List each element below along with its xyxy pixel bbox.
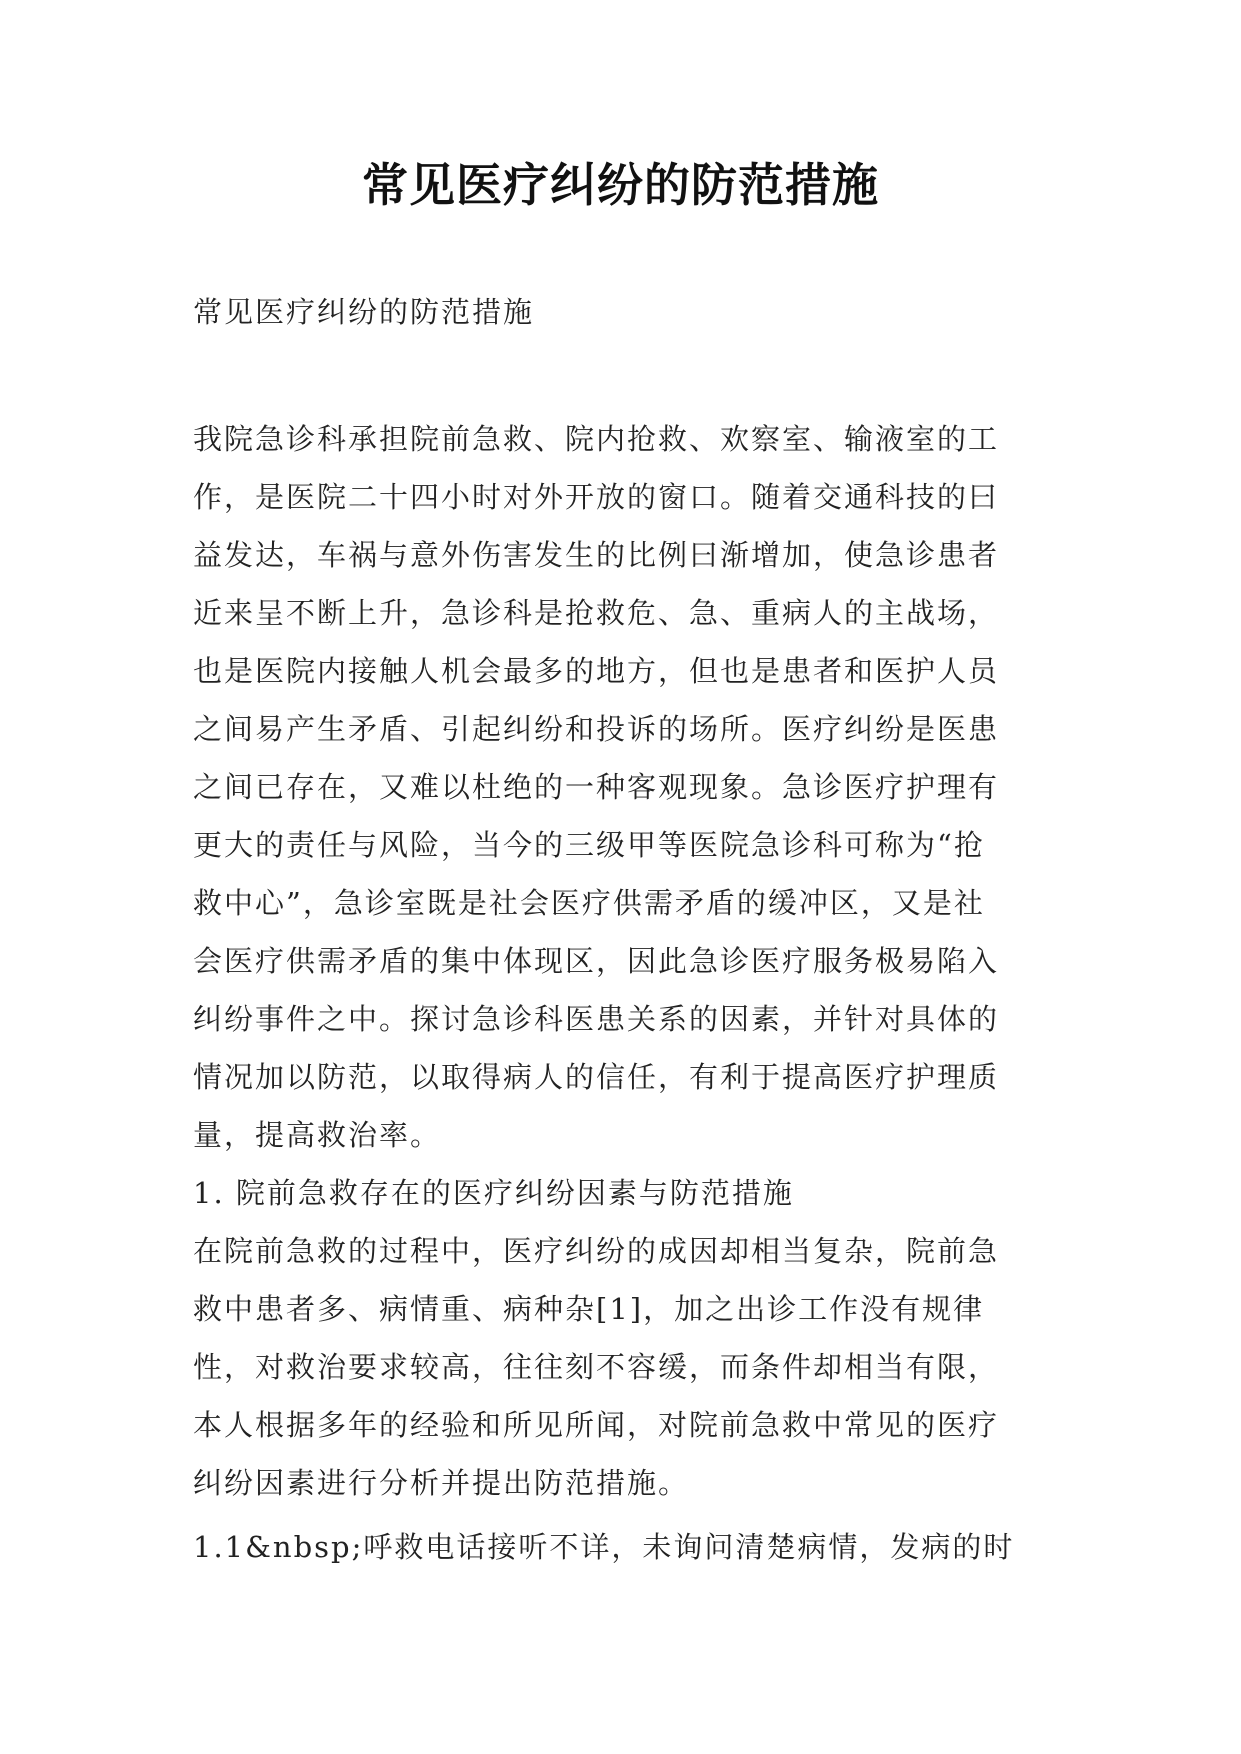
text-line: 救中心”，急诊室既是社会医疗供需矛盾的缓冲区，又是社 xyxy=(193,886,985,920)
document-body xyxy=(193,410,1063,1576)
text-line: 在院前急救的过程中，医疗纠纷的成因却相当复杂，院前急 xyxy=(193,1234,1000,1268)
text-line: 近来呈不断上升，急诊科是抢救危、急、重病人的主战场， xyxy=(193,596,1000,630)
text-line: 救中患者多、病情重、病种杂[1]，加之出诊工作没有规律 xyxy=(193,1292,985,1326)
text-line: 本人根据多年的经验和所见所闻，对院前急救中常见的医疗 xyxy=(193,1408,1000,1442)
text-line: 会医疗供需矛盾的集中体现区，因此急诊医疗服务极易陷入 xyxy=(193,944,1000,978)
text-line: 量，提高救治率。 xyxy=(193,1118,442,1152)
document-title: 常见医疗纠纷的防范措施 xyxy=(362,158,879,212)
text-line: 纠纷事件之中。探讨急诊科医患关系的因素，并针对具体的 xyxy=(193,1002,1000,1036)
text-line: 性，对救治要求较高，往往刻不容缓，而条件却相当有限， xyxy=(193,1350,1000,1384)
text-line: 也是医院内接触人机会最多的地方，但也是患者和医护人员 xyxy=(193,654,1000,688)
section-1-1-line: 1.1&nbsp;呼救电话接听不详，未询问清楚病情，发病的时 xyxy=(193,1530,1015,1564)
text-line: 之间已存在，又难以杜绝的一种客观现象。急诊医疗护理有 xyxy=(193,770,1000,804)
section-heading-1: 1. 院前急救存在的医疗纠纷因素与防范措施 xyxy=(193,1176,794,1210)
section-1-paragraph xyxy=(193,1222,1063,1512)
text-line: 作，是医院二十四小时对外开放的窗口。随着交通科技的曰 xyxy=(193,480,1000,514)
text-line: 纠纷因素进行分析并提出防范措施。 xyxy=(193,1466,690,1500)
document-subtitle: 常见医疗纠纷的防范措施 xyxy=(193,295,535,329)
text-line: 情况加以防范，以取得病人的信任，有利于提高医疗护理质 xyxy=(193,1060,1000,1094)
text-line: 益发达，车祸与意外伤害发生的比例曰渐增加，使急诊患者 xyxy=(193,538,1000,572)
text-line: 我院急诊科承担院前急救、院内抢救、欢察室、输液室的工 xyxy=(193,422,1000,456)
text-line: 更大的责任与风险，当今的三级甲等医院急诊科可称为“抢 xyxy=(193,828,985,862)
intro-paragraph xyxy=(193,410,1063,1164)
text-line: 之间易产生矛盾、引起纠纷和投诉的场所。医疗纠纷是医患 xyxy=(193,712,1000,746)
